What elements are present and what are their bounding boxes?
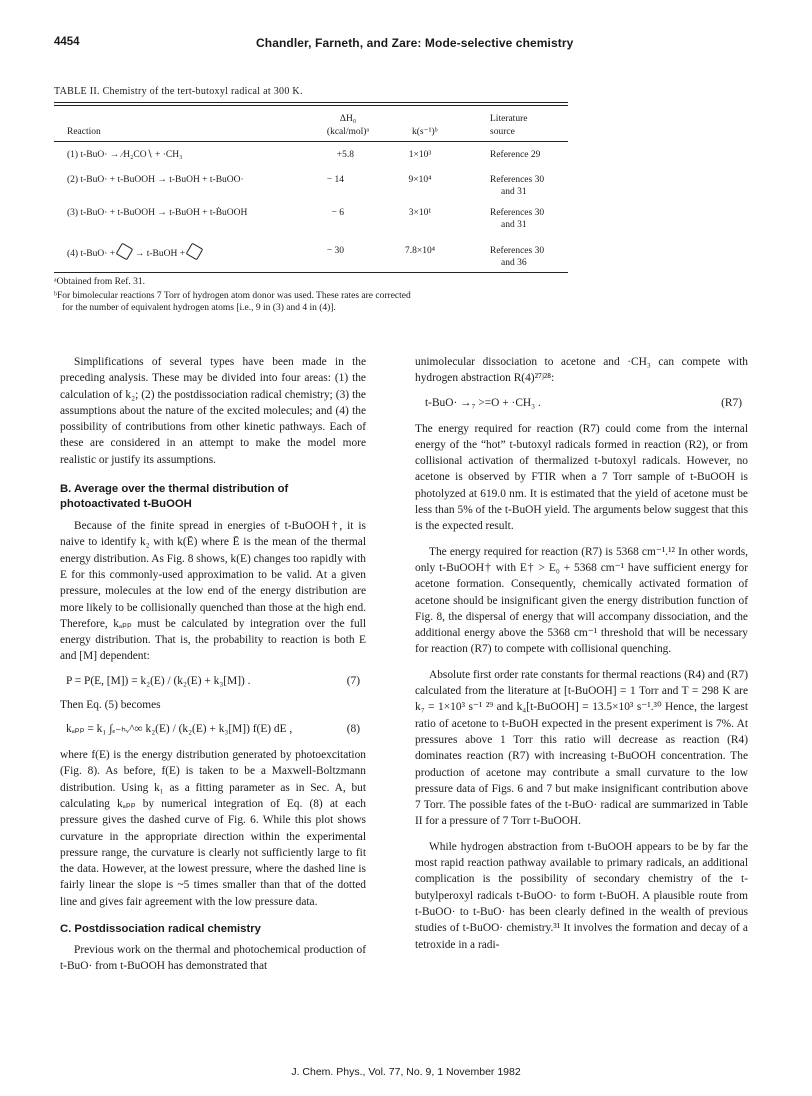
table-header-k: k(s⁻¹)ᵇ: [412, 127, 438, 137]
equation-7: [60, 673, 366, 693]
equation-8: [60, 721, 366, 741]
table-row-4-source-line1: References 30: [490, 246, 545, 256]
table-header-reaction: Reaction: [67, 127, 101, 137]
right-column: [415, 354, 748, 953]
section-heading-b-line2: photoactivated t-BuOOH: [60, 498, 192, 511]
table-row-2-source-line1: References 30: [490, 175, 545, 185]
equation-7-expression: P = P(E, [M]) = k₂(E) / (k₂(E) + k₃[M]) .: [66, 674, 251, 687]
table-row-3-source-line2: and 31: [501, 220, 527, 230]
table-row-3-reaction: (3) t-BuO· + t-BuOOH → t-BuOH + t-ḂuOOH: [67, 208, 248, 218]
journal-citation-footer: J. Chem. Phys., Vol. 77, No. 9, 1 November 1982: [291, 1066, 521, 1078]
cyclohexane-ring-icon: [116, 243, 134, 261]
table-row-4-reaction-prefix: (4) t-BuO· +: [67, 249, 116, 259]
table-row-4-k: 7.8×10⁴: [404, 246, 436, 256]
right-paragraph-5: While hydrogen abstraction from t-BuOOH appears to be by far the most rapid reaction pathway available to primary radicals, an additional complication is the possibility of secondary chemistry of the t-butylperoxyl radicals t-BuOO· to form t-BuOH. A plausible route from t-BuOO· to t-BuO· has been clearly defined in the wealth of previous studies of t-BuOO· chemistry.³¹ It involves the formation and decay of a tetroxide in a radi-: [415, 840, 748, 951]
then-text: Then Eq. (5) becomes: [60, 698, 161, 711]
cyclohexyl-radical-ring-icon: [186, 243, 204, 261]
table-header-lit-line2: source: [490, 127, 515, 137]
table-bottom-rule: [54, 272, 568, 273]
right-paragraph-4: Absolute first order rate constants for thermal reactions (R4) and (R7) calculated from the literature at [t-BuOOH] = 1 Torr and T = 298 K are k₇ = 1×10³ s⁻¹ ²⁹ and k₄[t-BuOOH] = 13.5×10³ s⁻¹.³⁰ Hence, the largest ratio of acetone to t-BuOH expected in the present experiment is 7%. At pressures above 1 Torr this ratio will decrease as reaction (R4) dominates reaction (R7) with increasing t-BuOOH concentration. The production of acetone may contribute a small curvature to the low pressure data of Figs. 6 and 7 but make insignificant contribution above 7 Torr. The possible fates of the t-BuO· radical are summarized in Table II for a pressure of 7 Torr t-BuOOH.: [415, 668, 748, 828]
table-header-rule: [54, 141, 568, 142]
equation-7-number: (7): [346, 674, 360, 687]
table-row-4-source-line2: and 36: [501, 258, 527, 268]
table-row-3-source-line1: References 30: [490, 208, 545, 218]
table-row-1-reaction: (1) t-BuO· → ∕H₂CO∖ + ·CH₃: [67, 150, 183, 160]
right-paragraph-3: The energy required for reaction (R7) is 5368 cm⁻¹.¹² In other words, only t-BuOOH† with E† > E₀ + 5368 cm⁻¹ have sufficient energy for acetone formation. Consequently, chemically activated formation of acetone should be insignificant given the energy distribution function of Fig. 8, the dispersal of energy that will accompany dissociation, and the additional energy above the 5368 cm⁻¹ threshold that will be necessary for reaction (R7) to compete with collisional quenching.: [415, 545, 748, 656]
table-row-3-dh: − 6: [331, 208, 344, 218]
table-row-3-k: 3×10¹: [408, 208, 432, 218]
section-heading-b-line1: B. Average over the thermal distribution of: [60, 483, 289, 496]
table-row-1-k: 1×10³: [408, 150, 432, 160]
equation-8-number: (8): [346, 723, 360, 736]
reaction-r7: [415, 395, 748, 415]
left-paragraph-1: Simplifications of several types have been made in the preceding analysis. These may be divided into four areas: (1) the calculation of k₂; (2) the postdissociation radical chemistry; (3) the assumptions about the nature of the excited molecules; and (4) the possibility of contributions from other kinetic pathways. Each of these are considered in an attempt to make the model more realistic or justify its assumptions.: [60, 356, 366, 466]
table-footnote-b-line1: ᵇFor bimolecular reactions 7 Torr of hydrogen atom donor was used. These rates are corrected: [54, 291, 411, 301]
equation-8-expression: kₐₚₚ = k₁ ∫ₑ₋ₕᵥ^∞ k₂(E) / (k₂(E) + k₃[M]) f(E) dE ,: [66, 723, 293, 736]
running-title: Chandler, Farneth, and Zare: Mode-selective chemistry: [256, 36, 574, 50]
right-paragraph-1: unimolecular dissociation to acetone and ·CH₃ can compete with hydrogen abstraction R(4)²⁷ʲ²⁸:: [415, 356, 748, 385]
table-row-4-reaction: [67, 245, 202, 260]
table-top-rule-double: [54, 105, 568, 106]
left-paragraph-3: where f(E) is the energy distribution generated by photoexcitation (Fig. 8). As before, f(E) is taken to be a Maxwell-Boltzmann distribution. Using k₁ as a fitting parameter as in Sec. A, but calculating kₐₚₚ by numerical integration of Eq. (8) at each pressure gives the dashed curve of Fig. 6. While this plot shows curvature in the appropriate direction within the experimental pressure range, the curvature is clearly not sufficiently large to fit the data. However, at the lowest pressure, where the dashed line is fairly linear the slope is ~5 times smaller than that of the dotted line and gives fair agreement with the low pressure data.: [60, 749, 366, 908]
table-caption: TABLE II. Chemistry of the tert-butoxyl radical at 300 K.: [54, 86, 303, 97]
reaction-r7-number: (R7): [721, 396, 742, 409]
table-header-dh-line2: (kcal/mol)ᵃ: [326, 127, 370, 137]
table-header-dh-line1: ΔH₀: [339, 114, 357, 124]
left-column: [60, 354, 366, 975]
table-row-2-k: 9×10⁴: [408, 175, 432, 185]
left-paragraph-2: Because of the finite spread in energies of t-BuOOH†, it is naive to identify k₂ with k(Ē) where Ē is the mean of the thermal energy distribution. As Fig. 8 shows, k(E) changes too rapidly with E for this commonly-used approximation to be valid. At a given pressure, molecules at the low end of the energy distribution are more likely to be collisionally quenched than those at the high end. Therefore, kₐₚₚ must be calculated by integration over the full energy distribution. That is, the probability to reaction is both E and [M] dependent:: [60, 520, 366, 663]
table-footnote-b-line2: for the number of equivalent hydrogen atoms [i.e., 9 in (3) and 4 in (4)].: [62, 303, 336, 313]
reaction-r7-expression: t-BuO· →₇ >=O + ·CH₃ .: [425, 396, 541, 409]
table-row-2-reaction: (2) t-BuO· + t-BuOOH → t-BuOH + t-BuOO·: [67, 175, 244, 185]
page-number: 4454: [54, 36, 80, 48]
table-row-2-dh: − 14: [326, 175, 344, 185]
section-heading-c: C. Postdissociation radical chemistry: [60, 923, 261, 936]
table-row-4-dh: − 30: [326, 246, 344, 256]
table-row-4-reaction-mid: → t-BuOH +: [134, 249, 186, 259]
table-row-1-source: Reference 29: [490, 150, 541, 160]
table-header-lit-line1: Literature: [490, 114, 528, 124]
table-row-1-dh: +5.8: [336, 150, 354, 160]
right-paragraph-2: The energy required for reaction (R7) could come from the internal energy of the “hot” t-butoxyl radicals formed in reaction (R2), or from collisional activation of thermalized t-butoxyl radicals. However, no acetone is observed by FTIR when a 7 Torr sample of t-BuOOH is photolyzed at 619.0 nm. It is estimated that the yield of acetone must be less than 5% of the t-BuOH yield. The arguments below suggest that this is the expected result.: [415, 422, 748, 533]
table-top-rule: [54, 102, 568, 103]
table-footnote-a: ᵃObtained from Ref. 31.: [54, 277, 145, 287]
left-paragraph-4: Previous work on the thermal and photochemical production of t-BuO· from t-BuOOH has demonstrated that: [60, 944, 366, 973]
table-row-2-source-line2: and 31: [501, 187, 527, 197]
